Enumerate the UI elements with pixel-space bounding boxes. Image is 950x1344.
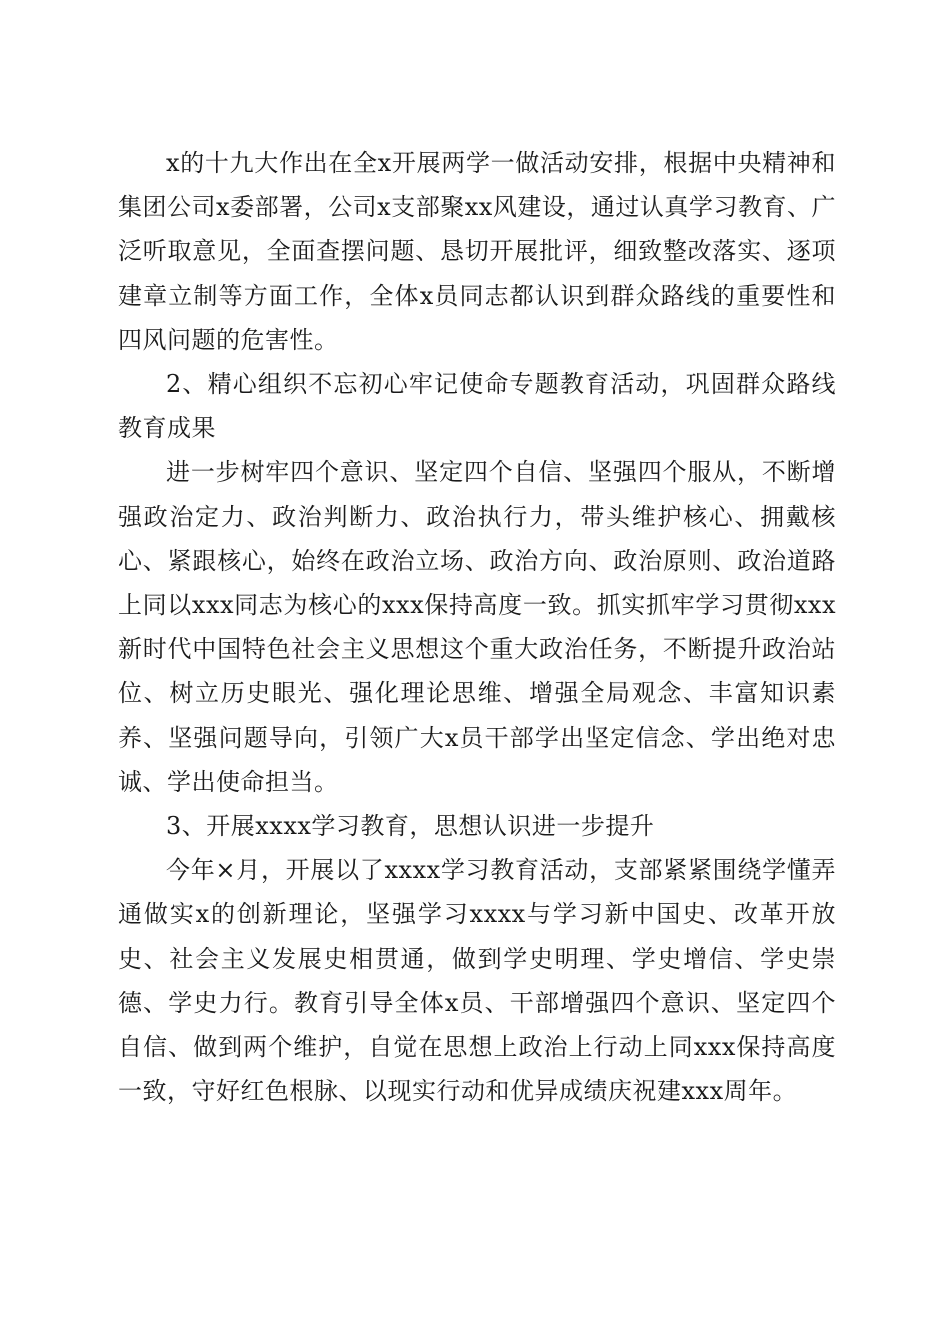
- section-heading-2: 2、精心组织不忘初心牢记使命专题教育活动，巩固群众路线教育成果: [118, 370, 836, 443]
- section-heading-3: 3、开展xxxx学习教育，思想认识进一步提升: [166, 812, 655, 841]
- paragraph-section-3: 今年×月，开展以了xxxx学习教育活动，支部紧紧围绕学懂弄通做实x的创新理论，坚强学习xxxx与学习新中国史、改革开放史、社会主义发展史相贯通，做到学史明理、学史增信、学史崇德、学史力行。教育引导全体x员、干部增强四个意识、坚定四个自信、做到两个维护，自觉在思想上政治上行动上同xxx保持高度一致，守好红色根脉、以现实行动和优异成绩庆祝建xxx周年。: [118, 856, 836, 1106]
- document-body: [118, 141, 836, 1113]
- paragraph-intro: x的十九大作出在全x开展两学一做活动安排，根据中央精神和集团公司x委部署，公司x支部聚xx风建设，通过认真学习教育、广泛听取意见，全面查摆问题、恳切开展批评，细致整改落实、逐项建章立制等方面工作，全体x员同志都认识到群众路线的重要性和四风问题的危害性。: [118, 149, 836, 354]
- paragraph-section-2: 进一步树牢四个意识、坚定四个自信、坚强四个服从，不断增强政治定力、政治判断力、政治执行力，带头维护核心、拥戴核心、紧跟核心，始终在政治立场、政治方向、政治原则、政治道路上同以xxx同志为核心的xxx保持高度一致。抓实抓牢学习贯彻xxx新时代中国特色社会主义思想这个重大政治任务，不断提升政治站位、树立历史眼光、强化理论思维、增强全局观念、丰富知识素养、坚强问题导向，引领广大x员干部学出坚定信念、学出绝对忠诚、学出使命担当。: [118, 458, 836, 796]
